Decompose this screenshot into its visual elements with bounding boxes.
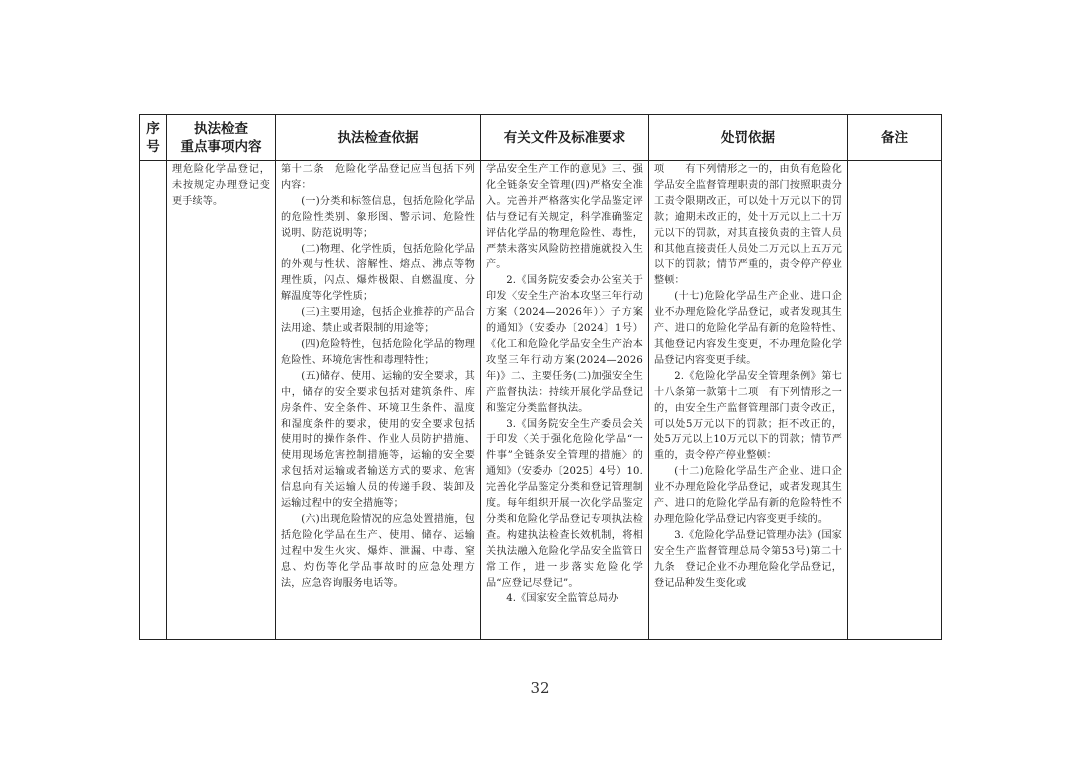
basis-paragraph: 第十二条 危险化学品登记应当包括下列内容：	[281, 164, 475, 191]
header-item-line-2: 重点事项内容	[180, 138, 262, 155]
enforcement-table	[139, 114, 942, 640]
header-item	[167, 115, 276, 161]
standards-paragraph: 学品安全生产工作的意见》三、强化全链条安全管理(四)严格安全准入。完善并严格落实化学品鉴定评估与登记有关规定，科学准确鉴定评估化学品的物理危险性、毒性，严禁未落实风险防控措施就投入生产。	[486, 164, 643, 271]
table-row	[140, 161, 942, 640]
table-header-row	[140, 115, 942, 161]
cell-remarks	[848, 161, 942, 640]
header-basis: 执法检查依据	[276, 115, 481, 161]
header-serial-line-1: 序	[146, 120, 160, 137]
page-number: 32	[530, 679, 550, 697]
item-text: 理危险化学品登记，未按规定办理登记变更手续等。	[172, 164, 270, 207]
cell-item	[167, 161, 276, 640]
header-serial-line-2: 号	[146, 138, 160, 155]
standards-text	[481, 161, 648, 607]
basis-paragraph: (二)物理、化学性质，包括危险化学品的外观与性状、溶解性、熔点、沸点等物理性质，闪点、爆炸极限、自燃温度、分解温度等化学性质；	[281, 243, 475, 303]
basis-paragraph: (三)主要用途，包括企业推荐的产品合法用途、禁止或者限制的用途等；	[281, 307, 475, 335]
penalty-text	[649, 161, 847, 591]
standards-paragraph: 4.《国家安全监管总局办	[506, 593, 619, 605]
header-serial	[140, 115, 167, 161]
cell-basis	[276, 161, 481, 640]
penalty-paragraph: 项 有下列情形之一的，由负有危险化学品安全监督管理职责的部门按照职责分工责令限期改正，可以处十万元以下的罚款；逾期未改正的，处十万元以上二十万元以下的罚款，对其直接负责的主管人员和其他直接责任人员处二万元以上五万元以下的罚款；情节严重的，责令停产停业整顿：	[654, 164, 842, 287]
basis-paragraph: (五)储存、使用、运输的安全要求，其中，储存的安全要求包括对建筑条件、库房条件、安全条件、环境卫生条件、温度和湿度条件的要求，使用的安全要求包括使用时的操作条件、作业人员防护措施、使用现场危害控制措施等，运输的安全要求包括对运输或者输送方式的要求、危害信息向有关运输人员的传递手段、装卸及运输过程中的安全措施等；	[281, 370, 475, 510]
penalty-paragraph: (十二)危险化学品生产企业、进口企业不办理危险化学品登记，或者发现其生产、进口的危险化学品有新的危险特性不办理危险化学品登记内容变更手续的。	[654, 466, 842, 525]
penalty-paragraph: 2.《危险化学品安全管理条例》第七十八条第一款第十二项 有下列情形之一的，由安全生产监督管理部门责令改正，可以处5万元以下的罚款；拒不改正的，处5万元以上10万元以下的罚款；情节严重的，责令停产停业整顿：	[654, 370, 842, 462]
basis-paragraph: (六)出现危险情况的应急处置措施，包括危险化学品在生产、使用、储存、运输过程中发生火灾、爆炸、泄漏、中毒、窒息、灼伤等化学品事故时的应急处理方法，应急咨询服务电话等。	[281, 513, 475, 589]
basis-paragraph: (四)危险特性，包括危险化学品的物理危险性、环境危害性和毒理特性；	[281, 338, 475, 366]
penalty-paragraph: 3.《危险化学品登记管理办法》(国家安全生产监督管理总局令第53号)第二十九条 登记企业不办理危险化学品登记，登记品种发生变化或	[654, 529, 842, 589]
basis-text	[276, 161, 480, 591]
standards-paragraph: 3.《国务院安全生产委员会关于印发〈关于强化危险化学品“一件事”全链条安全管理的措施〉的通知》（安委办〔2025〕4号）10.完善化学品鉴定分类和登记管理制度。每年组织开展一次化学品鉴定分类和危险化学品登记专项执法检查。构建执法检查长效机制，将相关执法融入危险化学品安全监管日常工作，进一步落实危险化学品“应登记尽登记”。	[486, 418, 643, 589]
basis-paragraph: (一)分类和标签信息，包括危险化学品的危险性类别、象形图、警示词、危险性说明、防范说明等；	[281, 195, 475, 239]
header-remarks: 备注	[848, 115, 942, 161]
header-standards: 有关文件及标准要求	[481, 115, 649, 161]
serial-text	[140, 161, 166, 162]
remarks-text	[848, 161, 941, 162]
header-penalty: 处罚依据	[649, 115, 848, 161]
cell-serial	[140, 161, 167, 640]
penalty-paragraph: (十七)危险化学品生产企业、进口企业不办理危险化学品登记，或者发现其生产、进口的危险化学品有新的危险特性、其他登记内容发生变更，不办理危险化学品登记内容变更手续。	[654, 291, 842, 366]
cell-penalty	[649, 161, 848, 640]
standards-paragraph: 2.《国务院安委会办公室关于印发〈安全生产治本攻坚三年行动方案（2024—2026年）〉子方案的通知》（安委办〔2024〕1号）《化工和危险化学品安全生产治本攻坚三年行动方案(2024—2026年)》二、主要任务(二)加强安全生产监督执法：持续开展化学品登记和鉴定分类监督执法。	[486, 275, 643, 414]
header-item-line-1: 执法检查	[194, 120, 248, 137]
cell-standards	[481, 161, 649, 640]
